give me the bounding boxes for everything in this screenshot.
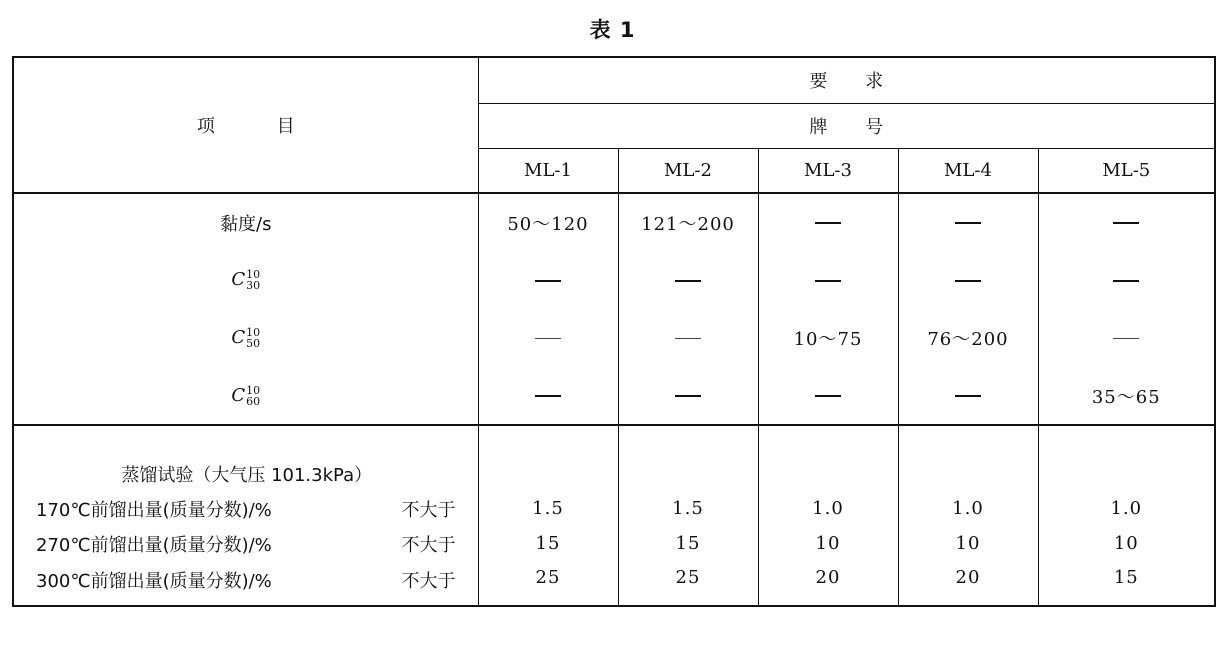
table-title: 表 1 <box>589 18 636 42</box>
viscosity-label: 黏度/s <box>220 213 272 235</box>
distillation-170-value-ml5: 1.0 <box>1038 491 1215 526</box>
distillation-170-label-cell <box>13 491 478 526</box>
dash-mark <box>535 395 561 397</box>
dash-mark <box>1113 280 1139 282</box>
grade-cell-ml4: ML-4 <box>898 148 1038 193</box>
distillation-title-cell <box>13 425 478 491</box>
c50-value-ml3: 10～75 <box>758 309 898 367</box>
distillation-300-label: 300℃前馏出量(质量分数)/% <box>36 571 272 592</box>
viscosity-value-ml1: 50～120 <box>478 193 618 251</box>
distillation-170-value-ml3: 1.0 <box>758 491 898 526</box>
distillation-270-label-cell <box>13 526 478 561</box>
limit-label: 不大于 <box>401 571 456 592</box>
dash-mark <box>535 338 561 339</box>
c50-symbol: C 10 50 <box>231 326 261 350</box>
limit-label: 不大于 <box>401 534 456 556</box>
viscosity-value-ml3 <box>758 193 898 251</box>
distillation-270-value-ml1: 15 <box>478 526 618 561</box>
distillation-270-value-ml5: 10 <box>1038 526 1215 561</box>
c60-value-ml3 <box>758 367 898 425</box>
grade-cell-ml5: ML-5 <box>1038 148 1215 193</box>
limit-label: 不大于 <box>401 499 456 521</box>
distillation-170-value-ml4: 1.0 <box>898 491 1038 526</box>
c60-value-ml4 <box>898 367 1038 425</box>
distillation-300-value-ml5: 15 <box>1038 561 1215 606</box>
distillation-300-value-ml2: 25 <box>618 561 758 606</box>
dash-mark <box>675 280 701 282</box>
c60-label <box>13 367 478 425</box>
c30-symbol: C 10 30 <box>231 268 261 292</box>
empty-cell <box>478 425 618 491</box>
requirement-header-cell <box>478 57 1215 103</box>
dash-mark <box>535 280 561 282</box>
distillation-300-value-ml3: 20 <box>758 561 898 606</box>
c50-value-ml5 <box>1038 309 1215 367</box>
viscosity-value-ml4 <box>898 193 1038 251</box>
dash-mark <box>815 395 841 397</box>
requirement-header-label: 要 求 <box>809 71 900 93</box>
c30-value-ml4 <box>898 251 1038 309</box>
dash-mark <box>955 280 981 282</box>
dash-mark <box>815 280 841 282</box>
c60-value-ml1 <box>478 367 618 425</box>
c30-value-ml1 <box>478 251 618 309</box>
item-header-label: 项 目 <box>196 116 323 137</box>
c50-value-ml1 <box>478 309 618 367</box>
grade-cell-ml3: ML-3 <box>758 148 898 193</box>
c60-value-ml2 <box>618 367 758 425</box>
c30-value-ml2 <box>618 251 758 309</box>
c30-value-ml3 <box>758 251 898 309</box>
distillation-300-value-ml4: 20 <box>898 561 1038 606</box>
distillation-170-value-ml1: 1.5 <box>478 491 618 526</box>
distillation-300-value-ml1: 25 <box>478 561 618 606</box>
distillation-300-label-cell <box>13 561 478 606</box>
viscosity-value-ml2: 121～200 <box>618 193 758 251</box>
empty-cell <box>618 425 758 491</box>
c60-value-ml5: 35～65 <box>1038 367 1215 425</box>
c50-value-ml4: 76～200 <box>898 309 1038 367</box>
dash-mark <box>675 338 701 339</box>
viscosity-value-ml5 <box>1038 193 1215 251</box>
distillation-170-label: 170℃前馏出量(质量分数)/% <box>36 499 272 521</box>
empty-cell <box>1038 425 1215 491</box>
empty-cell <box>898 425 1038 491</box>
dash-mark <box>815 222 841 224</box>
dash-mark <box>1113 338 1139 339</box>
grade-header-label: 牌 号 <box>809 116 900 138</box>
distillation-270-value-ml3: 10 <box>758 526 898 561</box>
dash-mark <box>955 222 981 224</box>
distillation-title: 蒸馏试验（大气压 101.3kPa） <box>121 465 373 486</box>
grade-cell-ml1: ML-1 <box>478 148 618 193</box>
distillation-270-value-ml2: 15 <box>618 526 758 561</box>
distillation-270-label: 270℃前馏出量(质量分数)/% <box>36 534 272 556</box>
dash-mark <box>675 395 701 397</box>
c50-label <box>13 309 478 367</box>
distillation-270-value-ml4: 10 <box>898 526 1038 561</box>
c30-value-ml5 <box>1038 251 1215 309</box>
dash-mark <box>955 395 981 397</box>
item-header-cell <box>13 57 478 193</box>
c30-label <box>13 251 478 309</box>
requirements-table <box>12 56 1216 607</box>
c50-value-ml2 <box>618 309 758 367</box>
c60-symbol: C 10 60 <box>231 383 261 408</box>
grade-header-cell <box>478 103 1215 148</box>
grade-cell-ml2: ML-2 <box>618 148 758 193</box>
dash-mark <box>1113 222 1139 224</box>
distillation-170-value-ml2: 1.5 <box>618 491 758 526</box>
empty-cell <box>758 425 898 491</box>
